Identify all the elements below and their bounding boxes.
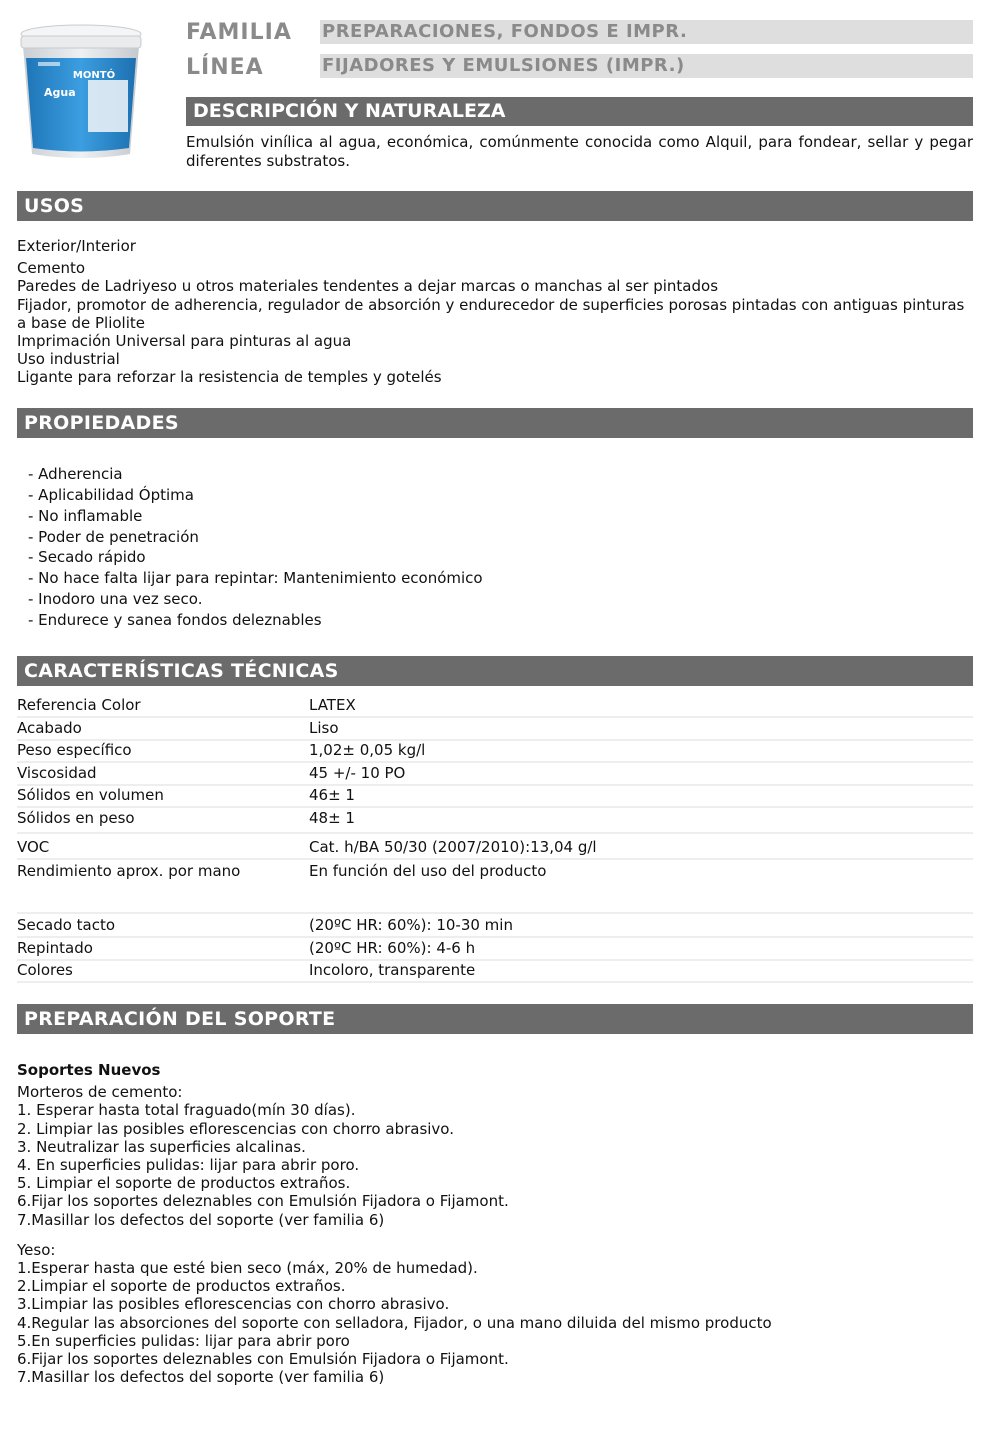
table-row: [17, 807, 973, 834]
row-value: 1,02± 0,05 kg/l: [309, 741, 426, 759]
row-key: Peso específico: [17, 741, 132, 759]
usos-item: Paredes de Ladriyeso u otros materiales tendentes a dejar marcas o manchas al ser pintados: [17, 277, 719, 295]
row-value: Incoloro, transparente: [309, 961, 476, 979]
row-value: LATEX: [309, 696, 356, 714]
row-key: Referencia Color: [17, 696, 141, 714]
usos-item: Fijador, promotor de adherencia, regulador de absorción y endurecedor de superficies porosas pintadas con antiguas pinturas a base de Pliolite: [17, 296, 965, 333]
table-row: [17, 762, 973, 786]
row-key: Sólidos en volumen: [17, 786, 164, 804]
morteros-step: 4. En superficies pulidas: lijar para abrir poro.: [17, 1156, 360, 1174]
usos-item: Imprimación Universal para pinturas al agua: [17, 332, 352, 350]
row-key: Sólidos en peso: [17, 809, 135, 827]
row-key: Repintado: [17, 939, 93, 957]
table-row: [17, 937, 973, 961]
morteros-step: 5. Limpiar el soporte de productos extraños.: [17, 1174, 351, 1192]
linea-value: FIJADORES Y EMULSIONES (IMPR.): [320, 54, 973, 78]
table-row: [17, 860, 973, 914]
row-key: Colores: [17, 961, 73, 979]
familia-label: FAMILIA: [186, 20, 292, 45]
brand-label: MONTÓ: [72, 70, 116, 81]
morteros-step: 6.Fijar los soportes deleznables con Emulsión Fijadora o Fijamont.: [17, 1192, 509, 1210]
table-row: [17, 914, 973, 938]
yeso-title: Yeso:: [17, 1241, 56, 1259]
row-key: Acabado: [17, 719, 82, 737]
propiedad-item: - Secado rápido: [28, 548, 146, 566]
morteros-step: 2. Limpiar las posibles eflorescencias con chorro abrasivo.: [17, 1120, 454, 1138]
propiedad-item: - Aplicabilidad Óptima: [28, 486, 194, 504]
propiedad-item: - Endurece y sanea fondos deleznables: [28, 611, 322, 629]
descripcion-text: Emulsión vinílica al agua, económica, comúnmente conocida como Alquil, para fondear, sellar y pegar diferentes substratos.: [186, 133, 973, 170]
morteros-step: 7.Masillar los defectos del soporte (ver familia 6): [17, 1211, 385, 1229]
row-value: (20ºC HR: 60%): 10-30 min: [309, 916, 513, 934]
table-row: [17, 694, 973, 718]
propiedad-item: - No hace falta lijar para repintar: Mantenimiento económico: [28, 569, 483, 587]
row-key: VOC: [17, 838, 50, 856]
propiedad-item: - Adherencia: [28, 465, 123, 483]
row-key: Viscosidad: [17, 764, 97, 782]
table-row: [17, 784, 973, 808]
morteros-step: 3. Neutralizar las superficies alcalinas.: [17, 1138, 306, 1156]
row-value: Cat. h/BA 50/30 (2007/2010):13,04 g/l: [309, 838, 597, 856]
familia-value: PREPARACIONES, FONDOS E IMPR.: [320, 20, 973, 44]
yeso-step: 4.Regular las absorciones del soporte con selladora, Fijador, o una mano diluida del mismo producto: [17, 1314, 772, 1332]
yeso-step: 5.En superficies pulidas: lijar para abrir poro: [17, 1332, 350, 1350]
usos-item: Cemento: [17, 259, 86, 277]
paint-bucket-icon: [16, 22, 146, 160]
yeso-step: 2.Limpiar el soporte de productos extraños.: [17, 1277, 346, 1295]
morteros-step: 1. Esperar hasta total fraguado(mín 30 días).: [17, 1101, 356, 1119]
propiedad-item: - No inflamable: [28, 507, 143, 525]
row-value: Liso: [309, 719, 339, 737]
row-key: Secado tacto: [17, 916, 116, 934]
yeso-step: 6.Fijar los soportes deleznables con Emulsión Fijadora o Fijamont.: [17, 1350, 509, 1368]
product-name-label: Agua: [44, 86, 76, 99]
row-value: En función del uso del producto: [309, 862, 547, 880]
yeso-step: 1.Esperar hasta que esté bien seco (máx, 20% de humedad).: [17, 1259, 478, 1277]
propiedad-item: - Poder de penetración: [28, 528, 199, 546]
table-row: [17, 836, 973, 860]
row-value: 46± 1: [309, 786, 355, 804]
row-value: (20ºC HR: 60%): 4-6 h: [309, 939, 476, 957]
section-title-propiedades: PROPIEDADES: [17, 408, 973, 438]
row-key: Rendimiento aprox. por mano: [17, 862, 241, 880]
propiedad-item: - Inodoro una vez seco.: [28, 590, 203, 608]
usos-item: Exterior/Interior: [17, 237, 136, 255]
usos-item: Uso industrial: [17, 350, 120, 368]
table-row: [17, 959, 973, 983]
table-row: [17, 739, 973, 763]
linea-label: LÍNEA: [186, 55, 264, 80]
row-value: 48± 1: [309, 809, 355, 827]
morteros-title: Morteros de cemento:: [17, 1083, 183, 1101]
yeso-step: 3.Limpiar las posibles eflorescencias con chorro abrasivo.: [17, 1295, 450, 1313]
product-image: [16, 22, 146, 160]
table-row: [17, 717, 973, 741]
yeso-step: 7.Masillar los defectos del soporte (ver familia 6): [17, 1368, 385, 1386]
soportes-nuevos-title: Soportes Nuevos: [17, 1061, 161, 1079]
section-title-preparacion: PREPARACIÓN DEL SOPORTE: [17, 1004, 973, 1034]
section-title-caracteristicas: CARACTERÍSTICAS TÉCNICAS: [17, 656, 973, 686]
row-value: 45 +/- 10 PO: [309, 764, 406, 782]
section-title-descripcion: DESCRIPCIÓN Y NATURALEZA: [186, 97, 973, 126]
section-title-usos: USOS: [17, 191, 973, 221]
usos-item: Ligante para reforzar la resistencia de temples y gotelés: [17, 368, 442, 386]
